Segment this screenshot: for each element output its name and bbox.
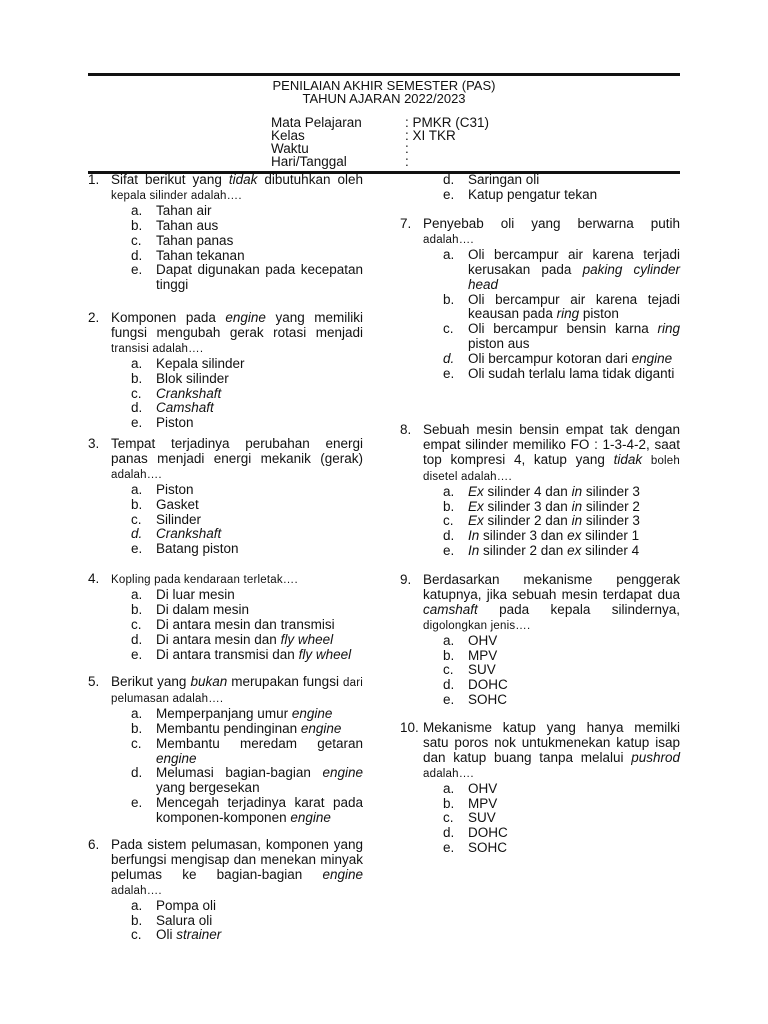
option-letter: a. [131,481,143,497]
question-stem: Kopling pada kendaraan terletak…. [111,574,298,586]
option-letter: c. [131,385,142,401]
option-letter: c. [131,232,142,248]
question-number: 4. [88,571,100,586]
meta-value-time: : [405,141,409,156]
academic-year: TAHUN AJARAN 2022/2023 [302,91,466,106]
option-list [111,204,363,293]
question-number: 5. [88,674,100,689]
question-stem: Komponen pada engine yang memiliki fungsi mengubah gerak rotasi menjadi transisi adalah…. [111,310,363,355]
option-text: Katup pengatur tekan [468,186,598,202]
option-list [111,588,363,663]
option-item [423,678,680,693]
option-item [111,372,363,387]
option-item [423,293,680,323]
option-letter: d. [443,172,455,187]
meta-label-subject: Mata Pelajaran [271,115,362,130]
option-letter: a. [131,897,143,913]
question-stem: Tempat terjadinya perubahan energi panas menjadi energi mekanik (gerak) adalah…. [111,436,363,481]
option-letter: c. [131,735,142,751]
option-letter: a. [131,355,143,371]
question-stem: Berikut yang bukan merupakan fungsi dari pelumasan adalah…. [111,674,363,705]
option-letter: b. [443,795,455,811]
option-letter: d. [131,247,143,263]
option-letter: d. [131,765,143,781]
option-text: Saringan oli [468,172,540,187]
option-item [111,234,363,249]
option-list [423,485,680,560]
option-letter: b. [443,291,455,307]
option-letter: a. [443,246,455,262]
option-text: Di antara mesin dan fly wheel [156,631,334,647]
option-item [111,737,363,767]
option-letter: b. [131,370,143,386]
question-stem: Sifat berikut yang tidak dibutuhkan oleh kepala silinder adalah…. [111,172,363,202]
option-item [111,618,363,633]
option-text: Gasket [156,496,199,512]
option-text: Tahan panas [156,232,234,248]
question-4 [88,572,363,662]
option-item [111,401,363,416]
option-text: OHV [468,780,498,796]
option-item [111,387,363,402]
option-item [423,841,680,856]
option-text: Ex silinder 3 dan in silinder 2 [468,498,640,514]
question-number: 3. [88,436,100,451]
option-letter: c. [131,927,142,943]
option-text: Crankshaft [156,526,222,542]
option-list [423,248,680,382]
option-text: DOHC [468,825,508,841]
option-list [423,782,680,857]
option-letter: e. [443,692,455,708]
option-letter: d. [443,351,455,367]
option-letter: b. [443,498,455,514]
option-item [111,722,363,737]
option-text: OHV [468,632,498,648]
question-10 [400,721,680,856]
option-item [111,263,363,293]
option-item [423,322,680,352]
option-letter: d. [131,526,143,542]
option-letter: b. [131,720,143,736]
option-item [423,485,680,500]
option-item [423,529,680,544]
option-letter: e. [443,186,455,202]
option-item [111,648,363,663]
option-text: Tahan tekanan [156,247,245,263]
option-text: Ex silinder 2 dan in silinder 3 [468,513,640,529]
option-text: Oli strainer [156,927,222,943]
option-item [423,649,680,664]
meta-value-date: : [405,154,409,169]
option-text: In silinder 3 dan ex silinder 1 [468,528,640,544]
option-item [111,928,363,943]
option-item [111,914,363,929]
option-text: Oli bercampur bensin karna ring piston aus [468,321,680,352]
option-item [111,588,363,603]
option-item [423,188,680,203]
question-stem: Penyebab oli yang berwarna putih adalah…. [423,216,680,246]
option-letter: a. [443,780,455,796]
exam-title: PENILAIAN AKHIR SEMESTER (PAS) [272,78,496,93]
question-number: 7. [400,216,412,231]
question-stem: Sebuah mesin bensin empat tak dengan empat silinder memiliko FO : 1-3-4-2, saat top kompresi 4, katup yang tidak boleh disetel adalah…. [423,422,680,483]
option-letter: b. [131,217,143,233]
option-text: Silinder [156,511,202,527]
option-letter: c. [443,321,454,337]
option-text: Oli bercampur air karena tejadi keausan pada ring piston [468,291,680,322]
top-rule [88,73,680,76]
question-number: 2. [88,310,100,325]
question-5 [88,675,363,826]
option-letter: e. [443,543,455,559]
option-item [111,766,363,796]
option-text: Di luar mesin [156,586,235,602]
option-letter: e. [131,795,143,811]
meta-label-class: Kelas [271,128,305,143]
question-number: 10. [400,720,419,735]
option-letter: e. [131,646,143,662]
option-text: Oli sudah terlalu lama tidak diganti [468,366,675,382]
option-text: SOHC [468,840,508,856]
option-item [111,542,363,557]
option-item [423,811,680,826]
question-number: 1. [88,172,100,187]
option-text: Mencegah terjadinya karat pada komponen-komponen engine [156,795,363,826]
option-text: Membantu meredam getaran engine [156,735,363,766]
question-7 [400,217,680,382]
option-list [423,634,680,709]
option-text: Crankshaft [156,385,222,401]
option-text: Memperpanjang umur engine [156,705,333,721]
option-text: Di dalam mesin [156,601,250,617]
option-item [423,782,680,797]
question-number: 8. [400,422,412,437]
option-item [423,634,680,649]
option-text: Kepala silinder [156,355,245,371]
option-letter: b. [131,912,143,928]
option-item [423,663,680,678]
option-list [111,483,363,558]
option-text: Tahan aus [156,217,219,233]
option-item [423,693,680,708]
option-letter: a. [131,202,143,218]
option-letter: a. [443,483,455,499]
option-letter: e. [443,366,455,382]
option-text: SUV [468,662,496,678]
option-text: Camshaft [156,400,214,416]
option-list [111,899,363,944]
option-text: Ex silinder 4 dan in silinder 3 [468,483,640,499]
option-text: Membantu pendinginan engine [156,720,342,736]
option-letter: e. [131,415,143,431]
option-item [423,367,680,382]
option-letter: b. [131,496,143,512]
question-6-continued [400,173,680,203]
option-item [111,498,363,513]
question-3 [88,437,363,557]
option-text: SOHC [468,692,508,708]
question-stem: Berdasarkan mekanisme penggerak katupnya, jika sebuah mesin terdapat dua camshaft pada kepala silindernya, digolongkan jenis…. [423,572,680,632]
question-8 [400,423,680,559]
option-item [423,514,680,529]
question-number: 9. [400,572,412,587]
option-text: Blok silinder [156,370,229,386]
option-letter: d. [443,825,455,841]
option-text: Melumasi bagian-bagian engine yang bergesekan [156,765,363,796]
option-letter: d. [131,400,143,416]
option-item [423,500,680,515]
option-text: MPV [468,795,498,811]
option-letter: d. [443,528,455,544]
option-item [423,544,680,559]
option-item [111,527,363,542]
option-list [111,357,363,432]
meta-label-date: Hari/Tanggal [271,154,347,169]
option-text: Di antara transmisi dan fly wheel [156,646,352,662]
option-letter: e. [131,541,143,557]
option-list [423,173,680,203]
option-list [111,707,363,826]
option-text: Oli bercampur air karena terjadi kerusakan pada paking cylinder head [468,246,680,292]
option-item [111,416,363,431]
option-text: Oli bercampur kotoran dari engine [468,351,673,367]
option-text: Di antara mesin dan transmisi [156,616,335,632]
option-letter: e. [131,262,143,278]
meta-value-subject: : PMKR (C31) [405,115,490,130]
option-letter: b. [131,601,143,617]
option-text: MPV [468,647,498,663]
option-letter: a. [443,632,455,648]
option-item [111,899,363,914]
option-letter: d. [131,631,143,647]
option-item [111,249,363,264]
option-letter: c. [443,810,454,826]
question-1 [88,173,363,293]
question-9 [400,573,680,708]
option-letter: a. [131,586,143,602]
option-letter: e. [443,840,455,856]
option-item [111,633,363,648]
option-text: Piston [156,481,194,497]
question-stem: Mekanisme katup yang hanya memilki satu poros nok untukmenekan katup isap dan katup buang tanpa melalui pushrod adalah…. [423,720,680,780]
option-item [423,173,680,188]
option-item [111,707,363,722]
meta-label-time: Waktu [271,141,309,156]
option-letter: c. [131,511,142,527]
question-2 [88,311,363,431]
question-number: 6. [88,837,100,852]
option-item [111,513,363,528]
option-letter: a. [131,705,143,721]
meta-value-class: : XI TKR [405,128,456,143]
question-stem: Pada sistem pelumasan, komponen yang berfungsi mengisap dan menekan minyak pelumas ke bagian-bagian engine adalah…. [111,837,363,897]
option-text: Dapat digunakan pada kecepatan tinggi [156,262,363,293]
option-item [423,352,680,367]
option-item [111,603,363,618]
option-letter: c. [131,616,142,632]
option-item [111,483,363,498]
option-item [111,796,363,826]
option-text: SUV [468,810,496,826]
option-item [111,219,363,234]
option-text: In silinder 2 dan ex silinder 4 [468,543,640,559]
option-item [423,797,680,812]
question-6 [88,838,363,943]
option-text: Salura oli [156,912,213,928]
option-text: Pompa oli [156,897,217,913]
option-letter: c. [443,662,454,678]
option-text: DOHC [468,677,508,693]
option-item [423,826,680,841]
option-letter: c. [443,513,454,529]
option-item [111,204,363,219]
option-item [423,248,680,293]
option-letter: b. [443,647,455,663]
option-text: Tahan air [156,202,212,218]
option-letter: d. [443,677,455,693]
option-text: Piston [156,415,194,431]
option-text: Batang piston [156,541,239,557]
option-item [111,357,363,372]
